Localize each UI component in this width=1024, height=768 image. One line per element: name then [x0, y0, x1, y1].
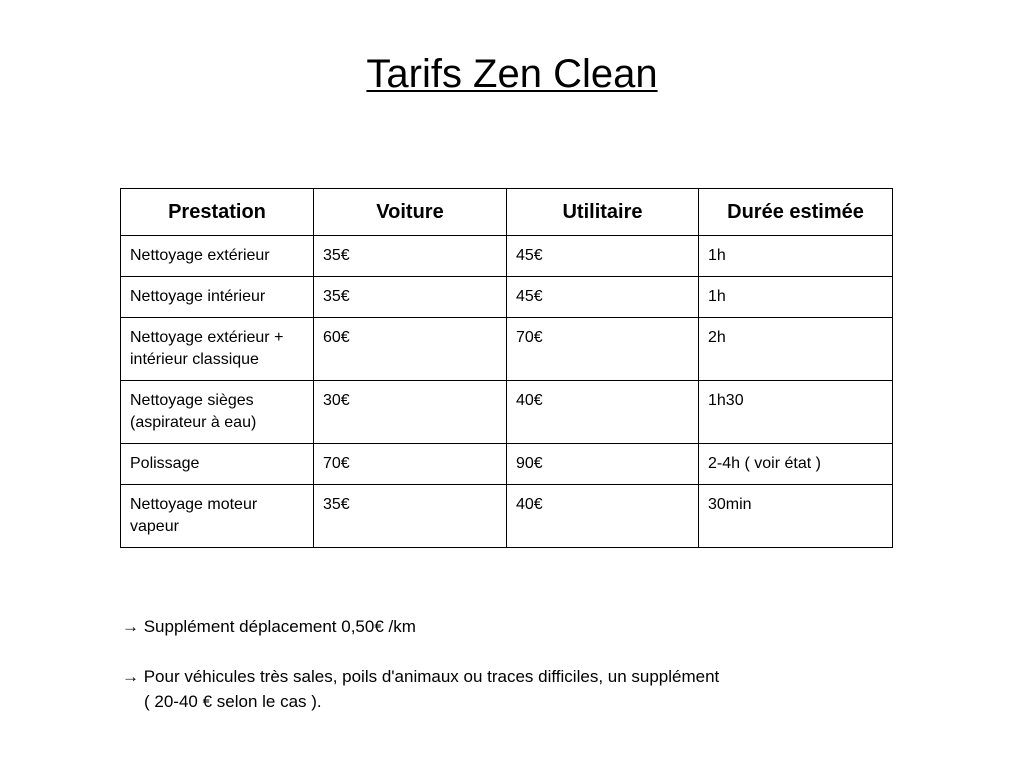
- cell-duration: 30min: [699, 485, 893, 548]
- cell-prestation: Nettoyage sièges (aspirateur à eau): [121, 381, 314, 444]
- table-row: [121, 444, 893, 485]
- table-row: [121, 277, 893, 318]
- cell-utilitaire-price: 45€: [507, 236, 699, 277]
- table-header-row: [121, 189, 893, 236]
- cell-duration: 1h: [699, 236, 893, 277]
- cell-utilitaire-price: 40€: [507, 381, 699, 444]
- header-utilitaire: Utilitaire: [507, 189, 699, 236]
- cell-utilitaire-price: 45€: [507, 277, 699, 318]
- page-title: Tarifs Zen Clean: [366, 52, 658, 96]
- cell-voiture-price: 70€: [314, 444, 507, 485]
- cell-voiture-price: 35€: [314, 485, 507, 548]
- cell-voiture-price: 35€: [314, 277, 507, 318]
- cell-duration: 2h: [699, 318, 893, 381]
- cell-voiture-price: 35€: [314, 236, 507, 277]
- table-row: [121, 318, 893, 381]
- cell-voiture-price: 60€: [314, 318, 507, 381]
- table-row: [121, 485, 893, 548]
- cell-utilitaire-price: 40€: [507, 485, 699, 548]
- cell-prestation: Nettoyage extérieur + intérieur classique: [121, 318, 314, 381]
- note-line: → Pour véhicules très sales, poils d'animaux ou traces difficiles, un supplément: [122, 667, 720, 686]
- cell-prestation: Polissage: [121, 444, 314, 485]
- cell-utilitaire-price: 90€: [507, 444, 699, 485]
- table-row: [121, 381, 893, 444]
- cell-duration: 1h: [699, 277, 893, 318]
- pricing-table: [120, 188, 893, 548]
- header-prestation: Prestation: [121, 189, 314, 236]
- header-voiture: Voiture: [314, 189, 507, 236]
- cell-utilitaire-price: 70€: [507, 318, 699, 381]
- header-duree: Durée estimée: [699, 189, 893, 236]
- cell-duration: 1h30: [699, 381, 893, 444]
- cell-voiture-price: 30€: [314, 381, 507, 444]
- cell-prestation: Nettoyage extérieur: [121, 236, 314, 277]
- table-row: [121, 236, 893, 277]
- note-line: → Supplément déplacement 0,50€ /km: [122, 617, 416, 636]
- cell-prestation: Nettoyage intérieur: [121, 277, 314, 318]
- cell-duration: 2-4h ( voir état ): [699, 444, 893, 485]
- dirty-vehicle-supplement-note: [122, 664, 719, 714]
- travel-supplement-note: [122, 614, 416, 639]
- note-line: ( 20-40 € selon le cas ).: [144, 692, 322, 711]
- cell-prestation: Nettoyage moteur vapeur: [121, 485, 314, 548]
